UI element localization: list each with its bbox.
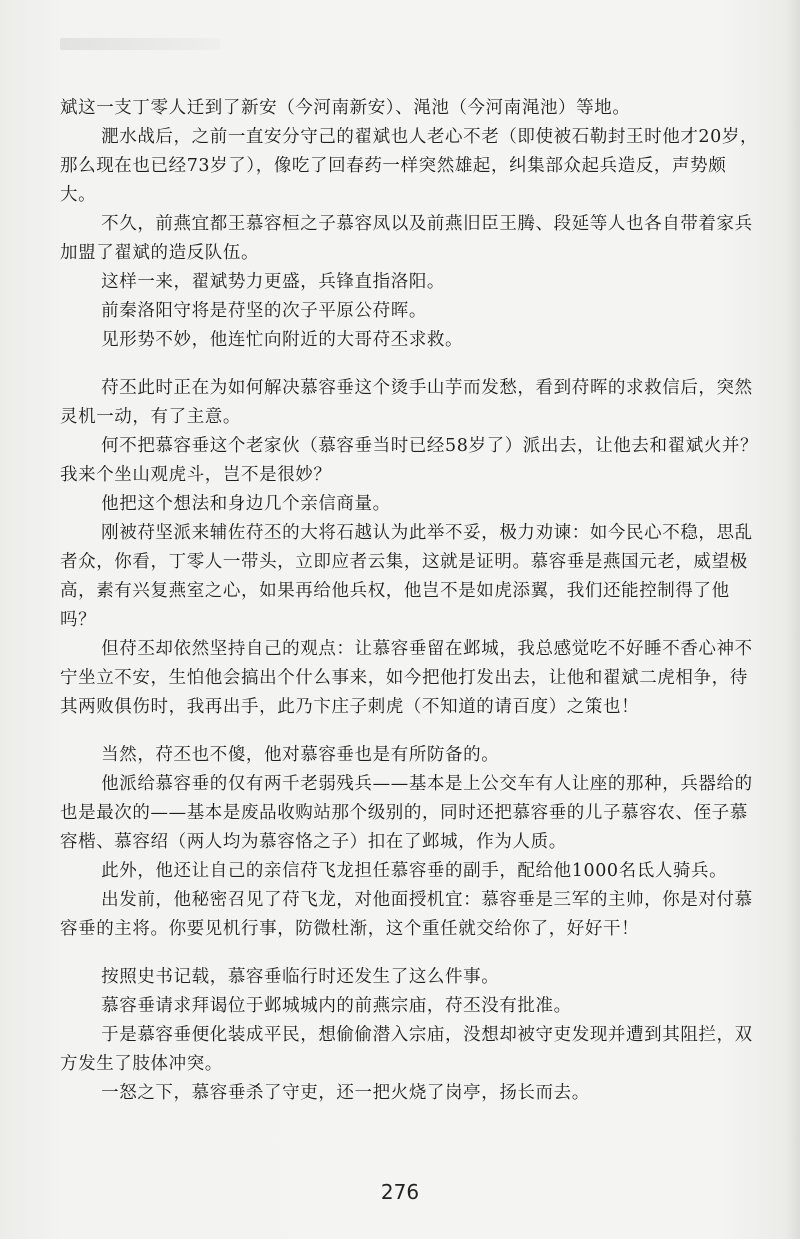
section-gap xyxy=(60,944,760,963)
paragraph: 于是慕容垂便化装成平民，想偷偷潜入宗庙，没想却被守吏发现并遭到其阻拦，双方发生了肢体冲突。 xyxy=(60,1025,753,1074)
paragraph: 一怒之下，慕容垂杀了守吏，还一把火烧了岗亭，扬长而去。 xyxy=(101,1083,590,1103)
paragraph: 前秦洛阳守将是苻坚的次子平原公苻晖。 xyxy=(101,301,427,321)
paragraph: 苻丕此时正在为如何解决慕容垂这个烫手山芋而发愁，看到苻晖的求救信后，突然灵机一动，有了主意。 xyxy=(60,378,753,427)
paragraph: 他把这个想法和身边几个亲信商量。 xyxy=(101,494,391,514)
paragraph: 但苻丕却依然坚持自己的观点：让慕容垂留在邺城，我总感觉吃不好睡不香心神不宁坐立不安，生怕他会搞出个什么事来，如今把他打发出去，让他和翟斌二虎相争，待其两败俱伤时，我再出手，此乃卞庄子刺虎（不知道的请百度）之策也！ xyxy=(60,639,753,717)
paragraph: 出发前，他秘密召见了苻飞龙，对他面授机宜：慕容垂是三军的主帅，你是对付慕容垂的主将。你要见机行事，防微杜渐，这个重任就交给你了，好好干！ xyxy=(60,890,753,939)
paragraph: 按照史书记载，慕容垂临行时还发生了这么件事。 xyxy=(101,967,500,987)
paragraph: 此外，他还让自己的亲信苻飞龙担任慕容垂的副手，配给他1000名氐人骑兵。 xyxy=(101,861,728,881)
page-number: 276 xyxy=(380,1180,420,1204)
paragraph: 斌这一支丁零人迁到了新安（今河南新安）、渑池（今河南渑池）等地。 xyxy=(60,98,631,118)
section-gap xyxy=(60,355,760,374)
paragraph: 这样一来，翟斌势力更盛，兵锋直指洛阳。 xyxy=(101,272,446,292)
paragraph: 见形势不妙，他连忙向附近的大哥苻丕求救。 xyxy=(101,330,464,350)
paragraph: 慕容垂请求拜谒位于邺城城内的前燕宗庙，苻丕没有批准。 xyxy=(101,996,572,1016)
body-text xyxy=(60,94,760,1108)
paragraph: 不久，前燕宜都王慕容桓之子慕容凤以及前燕旧臣王腾、段延等人也各自带着家兵加盟了翟斌的造反队伍。 xyxy=(60,214,753,263)
paragraph: 刚被苻坚派来辅佐苻丕的大将石越认为此举不妥，极力劝谏：如今民心不稳，思乱者众，你看，丁零人一带头，立即应者云集，这就是证明。慕容垂是燕国元老，威望极高，素有兴复燕室之心，如果再给他兵权，他岂不是如虎添翼，我们还能控制得了他吗？ xyxy=(60,523,753,630)
section-gap xyxy=(60,722,760,741)
paragraph: 何不把慕容垂这个老家伙（慕容垂当时已经58岁了）派出去，让他去和翟斌火并？我来个坐山观虎斗，岂不是很妙？ xyxy=(60,436,759,485)
page-edge-shadow xyxy=(786,0,800,1239)
paragraph: 他派给慕容垂的仅有两千老弱残兵——基本是上公交车有人让座的那种，兵器给的也是最次的——基本是废品收购站那个级别的，同时还把慕容垂的儿子慕容农、侄子慕容楷、慕容绍（两人均为慕容恪之子）扣在了邺城，作为人质。 xyxy=(60,774,753,852)
paragraph: 淝水战后，之前一直安分守己的翟斌也人老心不老（即使被石勒封王时他才20岁，那么现在也已经73岁了），像吃了回春药一样突然雄起，纠集部众起兵造反，声势颇大。 xyxy=(60,127,759,205)
running-header-bleed xyxy=(60,38,220,50)
paragraph: 当然，苻丕也不傻，他对慕容垂也是有所防备的。 xyxy=(101,745,500,765)
